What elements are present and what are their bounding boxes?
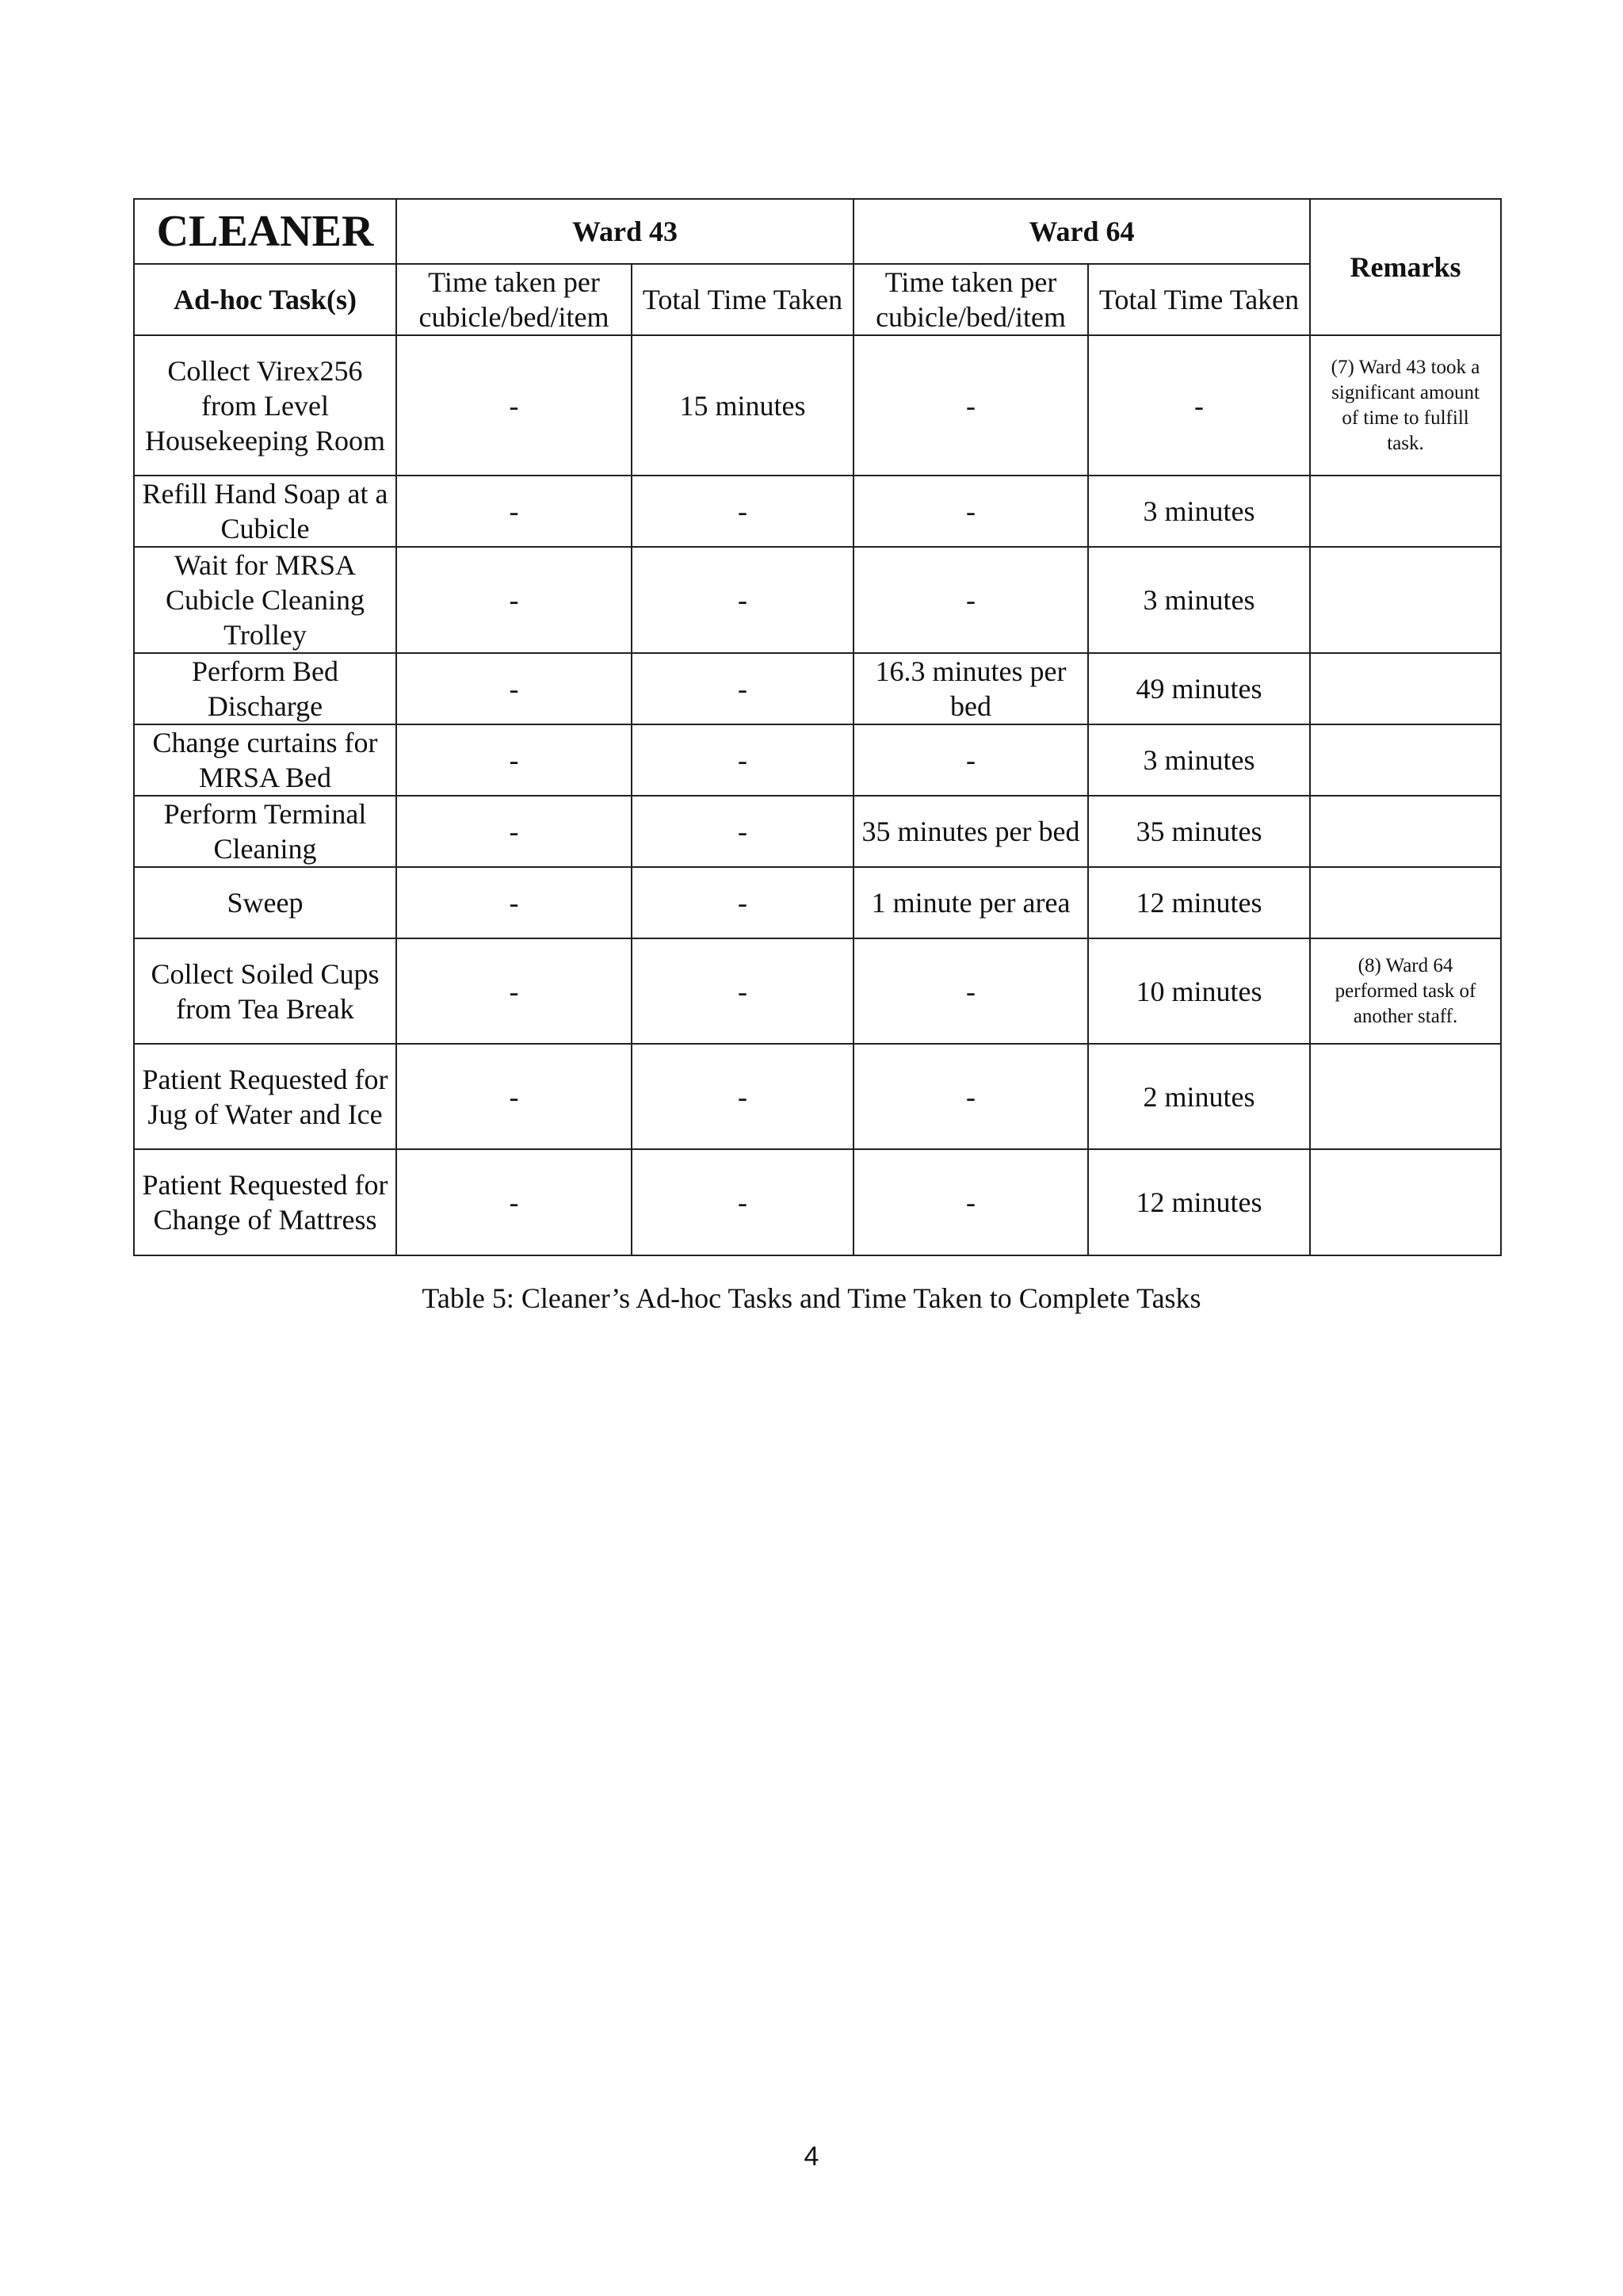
- header-row-2: [134, 264, 1501, 335]
- ward-43-time-per-cell: -: [396, 1149, 632, 1255]
- remark-cell: [1310, 547, 1501, 653]
- header-row-1: [134, 199, 1501, 264]
- table-row: [134, 796, 1501, 867]
- ward-43-total-cell: -: [632, 867, 854, 938]
- ward-64-time-per-cell: -: [854, 476, 1088, 547]
- remark-cell: [1310, 476, 1501, 547]
- table-row: [134, 653, 1501, 724]
- table-row: [134, 867, 1501, 938]
- remark-cell: [1310, 653, 1501, 724]
- ward-43-time-per-cell: -: [396, 1044, 632, 1149]
- remark-cell: [1310, 1149, 1501, 1255]
- ward-43-time-per-cell: -: [396, 796, 632, 867]
- table-caption: Table 5: Cleaner’s Ad-hoc Tasks and Time Taken to Complete Tasks: [422, 1282, 1201, 1314]
- ward-43-total-cell: -: [632, 547, 854, 653]
- table-row: [134, 547, 1501, 653]
- ward-64-total-header: Total Time Taken: [1088, 264, 1310, 335]
- ward-64-time-per-cell: -: [854, 1044, 1088, 1149]
- task-header: Ad-hoc Task(s): [134, 264, 396, 335]
- table-title: CLEANER: [134, 199, 396, 264]
- ward-43-total-cell: -: [632, 1044, 854, 1149]
- ward-64-total-cell: 2 minutes: [1088, 1044, 1310, 1149]
- remark-cell: [1310, 796, 1501, 867]
- ward-64-time-per-cell: -: [854, 938, 1088, 1044]
- table-row: [134, 1149, 1501, 1255]
- task-cell: Refill Hand Soap at a Cubicle: [134, 476, 396, 547]
- page-number: 4: [804, 2141, 819, 2172]
- ward-64-total-cell: -: [1088, 335, 1310, 476]
- ward-64-time-per-cell: 35 minutes per bed: [854, 796, 1088, 867]
- task-cell: Patient Requested for Change of Mattress: [134, 1149, 396, 1255]
- ward-64-time-per-cell: 16.3 minutes per bed: [854, 653, 1088, 724]
- ward-43-time-per-cell: -: [396, 476, 632, 547]
- ward-64-time-per-cell: -: [854, 547, 1088, 653]
- ward-43-total-cell: -: [632, 938, 854, 1044]
- ward-43-total-cell: -: [632, 724, 854, 796]
- task-cell: Perform Bed Discharge: [134, 653, 396, 724]
- ward-64-time-per-header: Time taken per cubicle/bed/item: [854, 264, 1088, 335]
- ward-43-time-per-cell: -: [396, 335, 632, 476]
- ward-43-time-per-cell: -: [396, 724, 632, 796]
- ward-64-total-cell: 35 minutes: [1088, 796, 1310, 867]
- ward-43-time-per-cell: -: [396, 938, 632, 1044]
- ward-64-total-cell: 12 minutes: [1088, 867, 1310, 938]
- task-cell: Collect Virex256 from Level Housekeeping Room: [134, 335, 396, 476]
- ward-43-total-cell: -: [632, 476, 854, 547]
- remark-cell: [1310, 724, 1501, 796]
- task-cell: Sweep: [134, 867, 396, 938]
- table-row: [134, 476, 1501, 547]
- task-cell: Wait for MRSA Cubicle Cleaning Trolley: [134, 547, 396, 653]
- ward-43-time-per-cell: -: [396, 653, 632, 724]
- task-cell: Patient Requested for Jug of Water and Ice: [134, 1044, 396, 1149]
- adhoc-tasks-table: [133, 198, 1502, 1256]
- remark-cell: [1310, 1044, 1501, 1149]
- table-row: [134, 724, 1501, 796]
- ward-64-time-per-cell: 1 minute per area: [854, 867, 1088, 938]
- ward-43-header: Ward 43: [396, 199, 854, 264]
- remarks-header: Remarks: [1310, 199, 1501, 335]
- ward-64-total-cell: 3 minutes: [1088, 476, 1310, 547]
- table-row: [134, 335, 1501, 476]
- task-cell: Change curtains for MRSA Bed: [134, 724, 396, 796]
- ward-43-total-cell: 15 minutes: [632, 335, 854, 476]
- ward-43-time-per-header: Time taken per cubicle/bed/item: [396, 264, 632, 335]
- ward-43-total-cell: -: [632, 653, 854, 724]
- ward-64-time-per-cell: -: [854, 1149, 1088, 1255]
- ward-64-time-per-cell: -: [854, 335, 1088, 476]
- table-row: [134, 1044, 1501, 1149]
- ward-64-total-cell: 49 minutes: [1088, 653, 1310, 724]
- ward-64-total-cell: 3 minutes: [1088, 724, 1310, 796]
- remark-cell: (7) Ward 43 took a significant amount of time to fulfill task.: [1310, 335, 1501, 476]
- task-cell: Perform Terminal Cleaning: [134, 796, 396, 867]
- ward-64-total-cell: 3 minutes: [1088, 547, 1310, 653]
- remark-cell: [1310, 867, 1501, 938]
- ward-64-header: Ward 64: [854, 199, 1310, 264]
- ward-43-time-per-cell: -: [396, 547, 632, 653]
- task-cell: Collect Soiled Cups from Tea Break: [134, 938, 396, 1044]
- table-row: [134, 938, 1501, 1044]
- ward-43-total-cell: -: [632, 1149, 854, 1255]
- ward-64-time-per-cell: -: [854, 724, 1088, 796]
- ward-43-time-per-cell: -: [396, 867, 632, 938]
- ward-64-total-cell: 12 minutes: [1088, 1149, 1310, 1255]
- ward-43-total-header: Total Time Taken: [632, 264, 854, 335]
- remark-cell: (8) Ward 64 performed task of another staff.: [1310, 938, 1501, 1044]
- ward-64-total-cell: 10 minutes: [1088, 938, 1310, 1044]
- ward-43-total-cell: -: [632, 796, 854, 867]
